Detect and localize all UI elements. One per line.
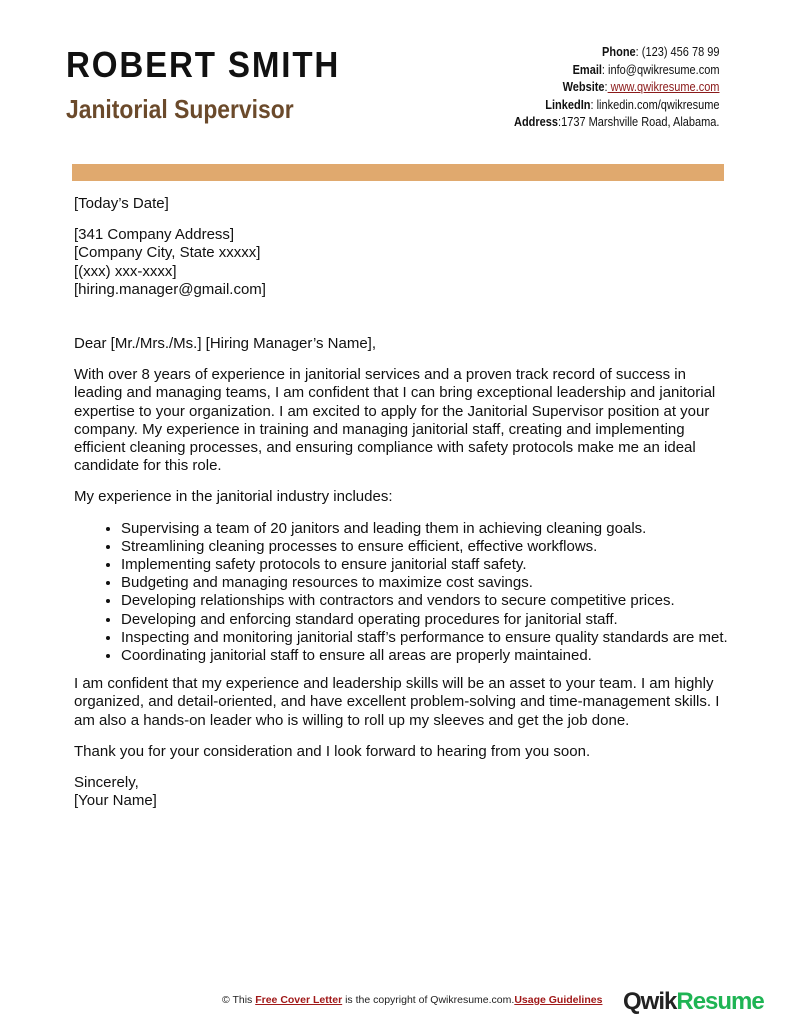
signature-block: Sincerely, [Your Name] [74, 774, 157, 810]
divider-bar [72, 164, 724, 181]
thanks-paragraph: Thank you for your consideration and I look forward to hearing from you soon. [74, 742, 591, 760]
recipient-block: [341 Company Address] [Company City, State xxxxx] [(xxx) xxx-xxxx] [hiring.manager@gmail.com] [74, 226, 266, 298]
list-intro: My experience in the janitorial industry includes: [74, 488, 393, 506]
list-item: • Budgeting and managing resources to maximize cost savings. [121, 574, 734, 592]
free-cover-letter-link[interactable]: Free Cover Letter [255, 994, 343, 1006]
closing-paragraph: I am confident that my experience and leadership skills will be an asset to your team. I am highly organized, and detail-oriented, and have excellent problem-solving and time-management skills. I am also a hands-on leader who is willing to roll up my sleeves and get the job done. [74, 675, 720, 729]
contact-info [514, 44, 719, 132]
list-item: • Supervising a team of 20 janitors and leading them in achieving cleaning goals. [121, 520, 734, 538]
job-title: Janitorial Supervisor [66, 94, 294, 124]
qwikresume-logo: QwikResume [623, 988, 764, 1015]
contact-linkedin: LinkedIn: linkedin.com/qwikresume [544, 97, 719, 112]
letter-body [74, 195, 734, 823]
date: [Today’s Date] [74, 195, 169, 212]
list-item: • Coordinating janitorial staff to ensure all areas are properly maintained. [121, 647, 734, 665]
list-item: • Streamlining cleaning processes to ensure efficient, effective workflows. [121, 538, 734, 556]
contact-phone: Phone: (123) 456 78 99 [601, 45, 719, 59]
website-link[interactable]: www.qwikresume.com [607, 80, 719, 95]
list-item: • Developing and enforcing standard operating procedures for janitorial staff. [121, 611, 734, 629]
applicant-name: ROBERT SMITH [66, 44, 341, 85]
contact-email: Email: info@qwikresume.com [572, 62, 719, 77]
salutation: Dear [Mr./Mrs./Ms.] [Hiring Manager’s Name], [74, 335, 377, 353]
list-item: • Implementing safety protocols to ensure janitorial staff safety. [121, 556, 734, 574]
intro-paragraph: With over 8 years of experience in janitorial services and a proven track record of success in leading and managing teams, I am confident that I can bring exceptional leadership and janitorial expertise to your organization. I am excited to apply for the Janitorial Supervisor position at your company. My experience in training and managing janitorial staff, creating and implementing efficient cleaning processes, and ensuring compliance with safety protocols make me an ideal candidate for this role. [74, 366, 716, 475]
experience-list [74, 520, 734, 666]
list-item: • Inspecting and monitoring janitorial staff’s performance to ensure quality standards are met. [121, 629, 734, 647]
footer-copyright: © This Free Cover Letter is the copyright of Qwikresume.com.Usage Guidelines [222, 994, 603, 1006]
contact-website: Website: www.qwikresume.com [562, 80, 719, 95]
contact-address: Address:1737 Marshville Road, Alabama. [513, 115, 719, 130]
list-item: • Developing relationships with contractors and vendors to secure competitive prices. [121, 592, 734, 610]
usage-guidelines-link[interactable]: Usage Guidelines [514, 994, 603, 1006]
